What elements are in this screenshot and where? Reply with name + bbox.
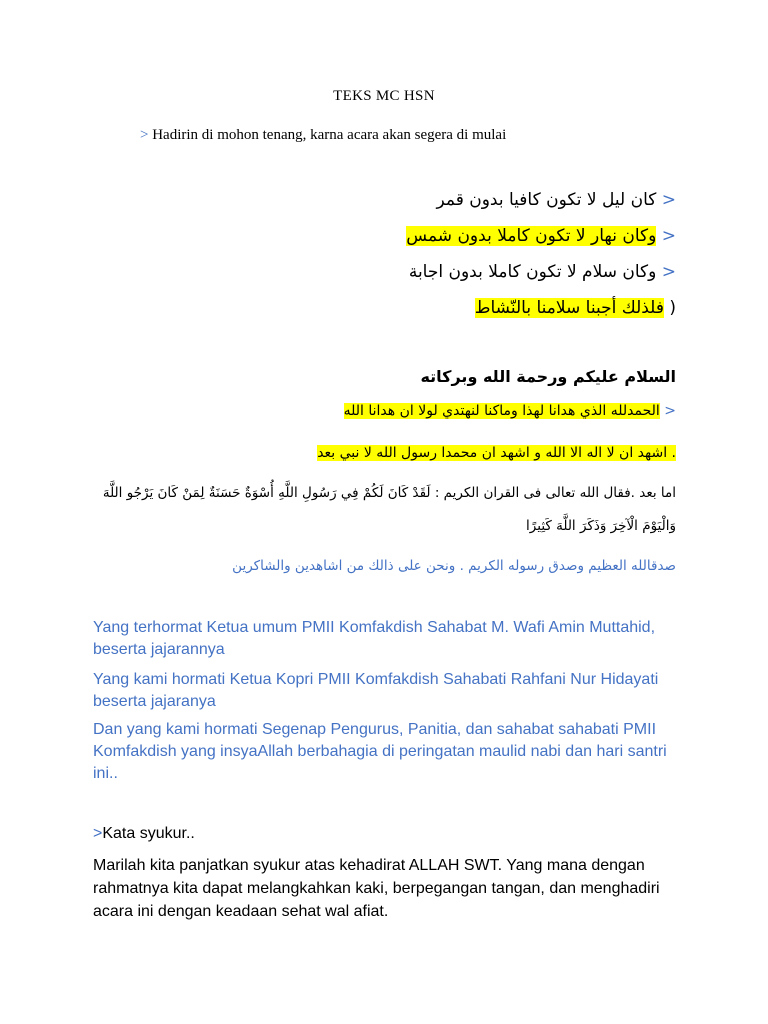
greeting-3-text: Dan yang kami hormati Segenap Pengurus, Panitia, dan sahabat sahabati PMII Komfakdish yang insyaAllah berbahagia di peringatan maulid nabi dan hari santri ini.. [93,721,667,782]
syukur-heading-text: Kata syukur.. [102,825,195,842]
arabic-line-3-marker: < [661,262,676,282]
salam-line [420,367,676,386]
syahadat-body: اشهد ان لا اله الا الله و اشهد ان محمدا رسول الله لا نبي بعد [317,445,668,461]
arabic-line-4 [475,298,676,318]
greeting-2 [93,669,678,713]
syukur-paragraph-text: Marilah kita panjatkan syukur atas kehadirat ALLAH SWT. Yang mana dengan rahmatnya kita dapat melangkahkan kaki, berpegangan tangan, dan menghadiri acara ini dengan keadaan sehat wal afiat. [93,857,660,920]
syukur-marker: > [93,825,103,842]
hamdalah-line [344,403,676,419]
syahadat-text [317,445,676,461]
arabic-line-4-text: فلذلك أجبنا سلامنا بالنّشاط [474,298,664,318]
shadaqa-text: صدقالله العظيم وصدق رسوله الكريم . ونحن على ذالك من اشاهدين والشاكرين [232,558,676,574]
shadaqa-line [232,558,676,574]
arabic-line-2-text: وكان نهار لا تكون كاملا بدون شمس [406,226,657,246]
salam-text: السلام عليكم ورحمة الله وبركاته [420,367,676,386]
intro-marker: > [140,127,149,143]
syahadat-dot: . [671,445,676,461]
arabic-line-1 [437,190,677,210]
quran-line-2-text: وَالْيَوْمَ الْآخِرَ وَذَكَرَ اللَّهَ كَثِيرًا [526,518,676,534]
arabic-line-4-marker: ( [669,298,676,318]
arabic-line-1-text: كان ليل لا تكون كافيا بدون قمر [436,190,657,210]
page-title [0,88,768,105]
greeting-2-text: Yang kami hormati Ketua Kopri PMII Komfakdish Sahabati Rahfani Nur Hidayati beserta jajaranya [93,671,659,710]
greeting-1-text: Yang terhormat Ketua umum PMII Komfakdish Sahabat M. Wafi Amin Muttahid, beserta jajarannya [93,619,656,658]
arabic-line-2 [406,226,676,246]
arabic-line-3 [409,262,676,282]
title-text: TEKS MC HSN [333,88,435,104]
syukur-paragraph [93,854,683,923]
syahadat-line [317,445,676,461]
quran-line-1-text: اما بعد .فقال الله تعالى فى القران الكريم : لَقَدْ كَانَ لَكُمْ فِي رَسُولِ اللَّهِ أُسْوَةٌ حَسَنَةٌ لِمَنْ كَانَ يَرْجُو اللَّهَ [102,485,676,501]
arabic-line-3-text: وكان سلام لا تكون كاملا بدون اجابة [408,262,657,282]
arabic-line-1-marker: < [661,190,676,210]
quran-line-2 [526,518,676,534]
intro-text: Hadirin di mohon tenang, karna acara akan segera di mulai [152,127,507,143]
hamdalah-text: الحمدلله الذي هدانا لهذا وماكنا لنهتدي لولا ان هدانا الله [343,403,660,419]
hamdalah-marker: < [664,403,676,419]
arabic-line-2-marker: < [661,226,676,246]
greeting-1 [93,617,678,661]
syukur-heading [93,825,195,843]
greeting-3 [93,719,678,785]
quran-line-1 [103,485,676,501]
intro-line [140,127,506,144]
